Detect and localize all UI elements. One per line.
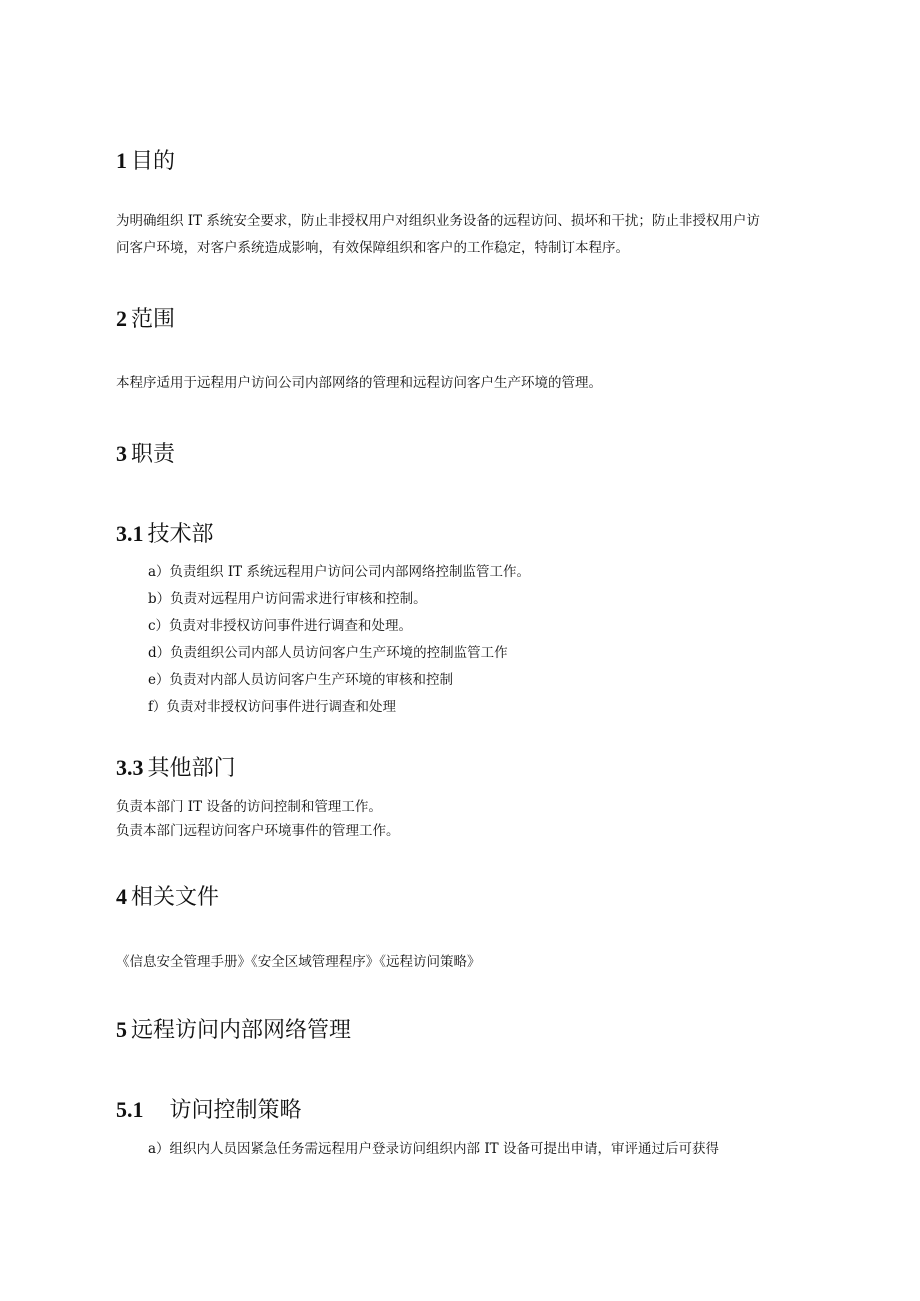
section-title: 技术部 — [147, 522, 214, 547]
other-depts-line-1: 负责本部门 IT 设备的访问控制和管理工作。 — [116, 799, 382, 815]
section-title: 目的 — [131, 149, 176, 174]
section-number: 1 — [116, 148, 127, 173]
section-title: 访问控制策略 — [169, 1098, 302, 1123]
section-number: 5.1 — [116, 1097, 144, 1122]
section-title: 其他部门 — [147, 756, 236, 781]
heading-access-control-policy — [116, 1093, 302, 1124]
heading-scope — [116, 302, 175, 333]
list-item: a）组织内人员因紧急任务需远程用户登录访问组织内部 IT 设备可提出申请，审评通过后可获得 — [148, 1141, 719, 1157]
list-item: e）负责对内部人员访问客户生产环境的审核和控制 — [148, 672, 453, 688]
section-number: 3.1 — [116, 521, 144, 546]
section-title: 相关文件 — [131, 885, 220, 910]
section-number: 5 — [116, 1017, 127, 1042]
list-item: b）负责对远程用户访问需求进行审核和控制。 — [148, 591, 427, 607]
list-item: d）负责组织公司内部人员访问客户生产环境的控制监管工作 — [148, 645, 508, 661]
purpose-line-1: 为明确组织 IT 系统安全要求，防止非授权用户对组织业务设备的远程访问、损坏和干扰；防止非授权用户访 — [116, 213, 760, 229]
section-title: 范围 — [131, 307, 176, 332]
heading-other-depts — [116, 751, 236, 782]
list-item: a）负责组织 IT 系统远程用户访问公司内部网络控制监管工作。 — [148, 564, 530, 580]
list-item: f）负责对非授权访问事件进行调查和处理 — [148, 699, 396, 715]
heading-purpose — [116, 144, 175, 175]
heading-remote-access-mgmt — [116, 1013, 351, 1044]
section-number: 4 — [116, 884, 127, 909]
purpose-line-2: 问客户环境，对客户系统造成影响，有效保障组织和客户的工作稳定，特制订本程序。 — [116, 240, 629, 256]
heading-related-docs — [116, 880, 219, 911]
other-depts-line-2: 负责本部门远程访问客户环境事件的管理工作。 — [116, 823, 400, 839]
section-number: 2 — [116, 306, 127, 331]
heading-responsibilities — [116, 437, 175, 468]
section-number: 3.3 — [116, 755, 144, 780]
section-title: 职责 — [131, 442, 176, 467]
heading-tech-dept — [116, 517, 214, 548]
section-number: 3 — [116, 441, 127, 466]
section-title: 远程访问内部网络管理 — [131, 1018, 352, 1043]
list-item: c）负责对非授权访问事件进行调查和处理。 — [148, 618, 413, 634]
scope-body: 本程序适用于远程用户访问公司内部网络的管理和远程访问客户生产环境的管理。 — [116, 375, 602, 391]
related-docs-list: 《信息安全管理手册》《安全区域管理程序》《远程访问策略》 — [116, 954, 481, 970]
